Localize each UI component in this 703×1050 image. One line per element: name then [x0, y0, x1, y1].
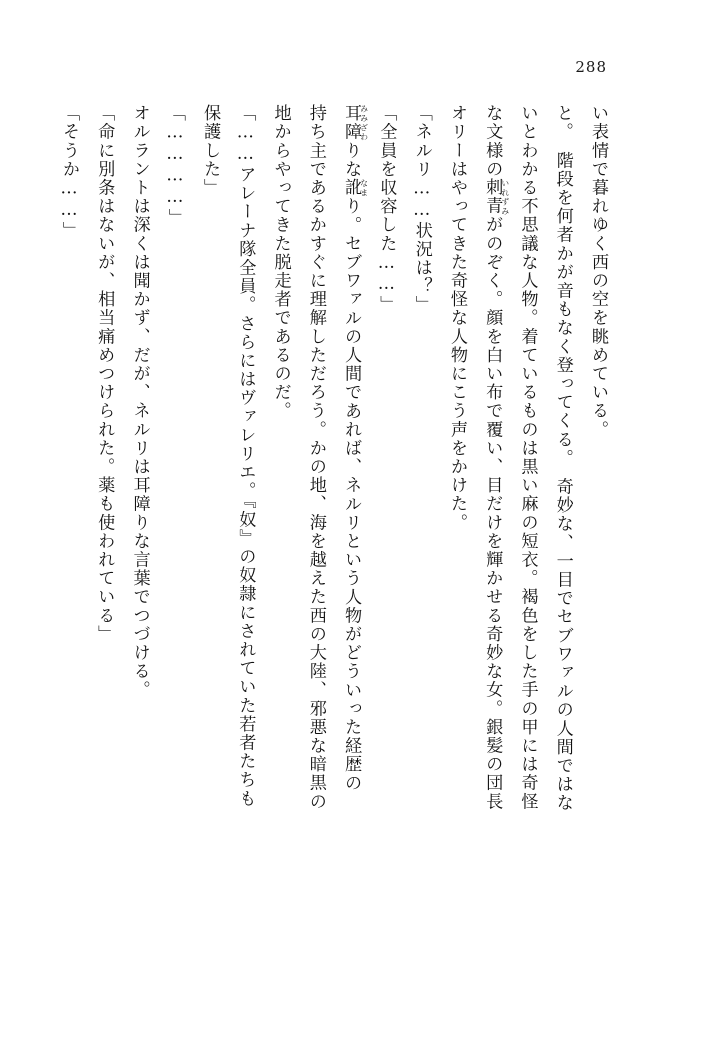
dialogue-line: 保護した」	[200, 104, 221, 197]
dialogue-line: 「全員を収容した……」	[376, 104, 397, 315]
dialogue-line: 「そうか……」	[59, 104, 80, 240]
paragraph: と。 階段を何者かが音もなく登ってくる。 奇妙な、一目でセブワァルの人間ではな	[552, 104, 573, 813]
paragraph: いとわかる不思議な人物。着ているものは黒い麻の短衣。褐色をした手の甲には奇怪	[517, 104, 538, 811]
paragraph: 地からやってきた脱走者であるのだ。	[270, 104, 291, 421]
paragraph-with-ruby: 耳障みみざわりな訛なまり。セブワァルの人間であれば、ネルリという人物がどういった経歴の	[341, 104, 369, 793]
paragraph: オリーはやってきた奇怪な人物にこう声をかけた。	[446, 104, 467, 532]
dialogue-line: 「ネルリ……状況は？」	[411, 104, 432, 315]
paragraph: 持ち主であるかすぐに理解しただろう。かの地、海を越えた西の大陸、邪悪な暗黒の	[305, 104, 326, 811]
page-number: 288	[575, 58, 607, 76]
paragraph: オルラントは深くは聞かず、だが、ネルリは耳障りな言葉でつづける。	[129, 104, 150, 700]
vertical-text-body	[55, 104, 615, 924]
dialogue-line: 「…………」	[164, 104, 185, 227]
dialogue-line: 「……アレーナ隊全員。さらにはヴァレリエ。『奴』の奴隷にされていた若者たちも	[235, 104, 256, 808]
paragraph-with-ruby: な文様の刺青いれずみがのぞく。顔を白い布で覆い、目だけを輝かせる奇妙な女。銀髪の団長	[482, 104, 510, 811]
paragraph: い表情で暮れゆく西の空を眺めている。	[588, 104, 608, 439]
dialogue-line: 「命に別条はないが、相当痛めつけられた。薬も使われている」	[94, 104, 115, 644]
